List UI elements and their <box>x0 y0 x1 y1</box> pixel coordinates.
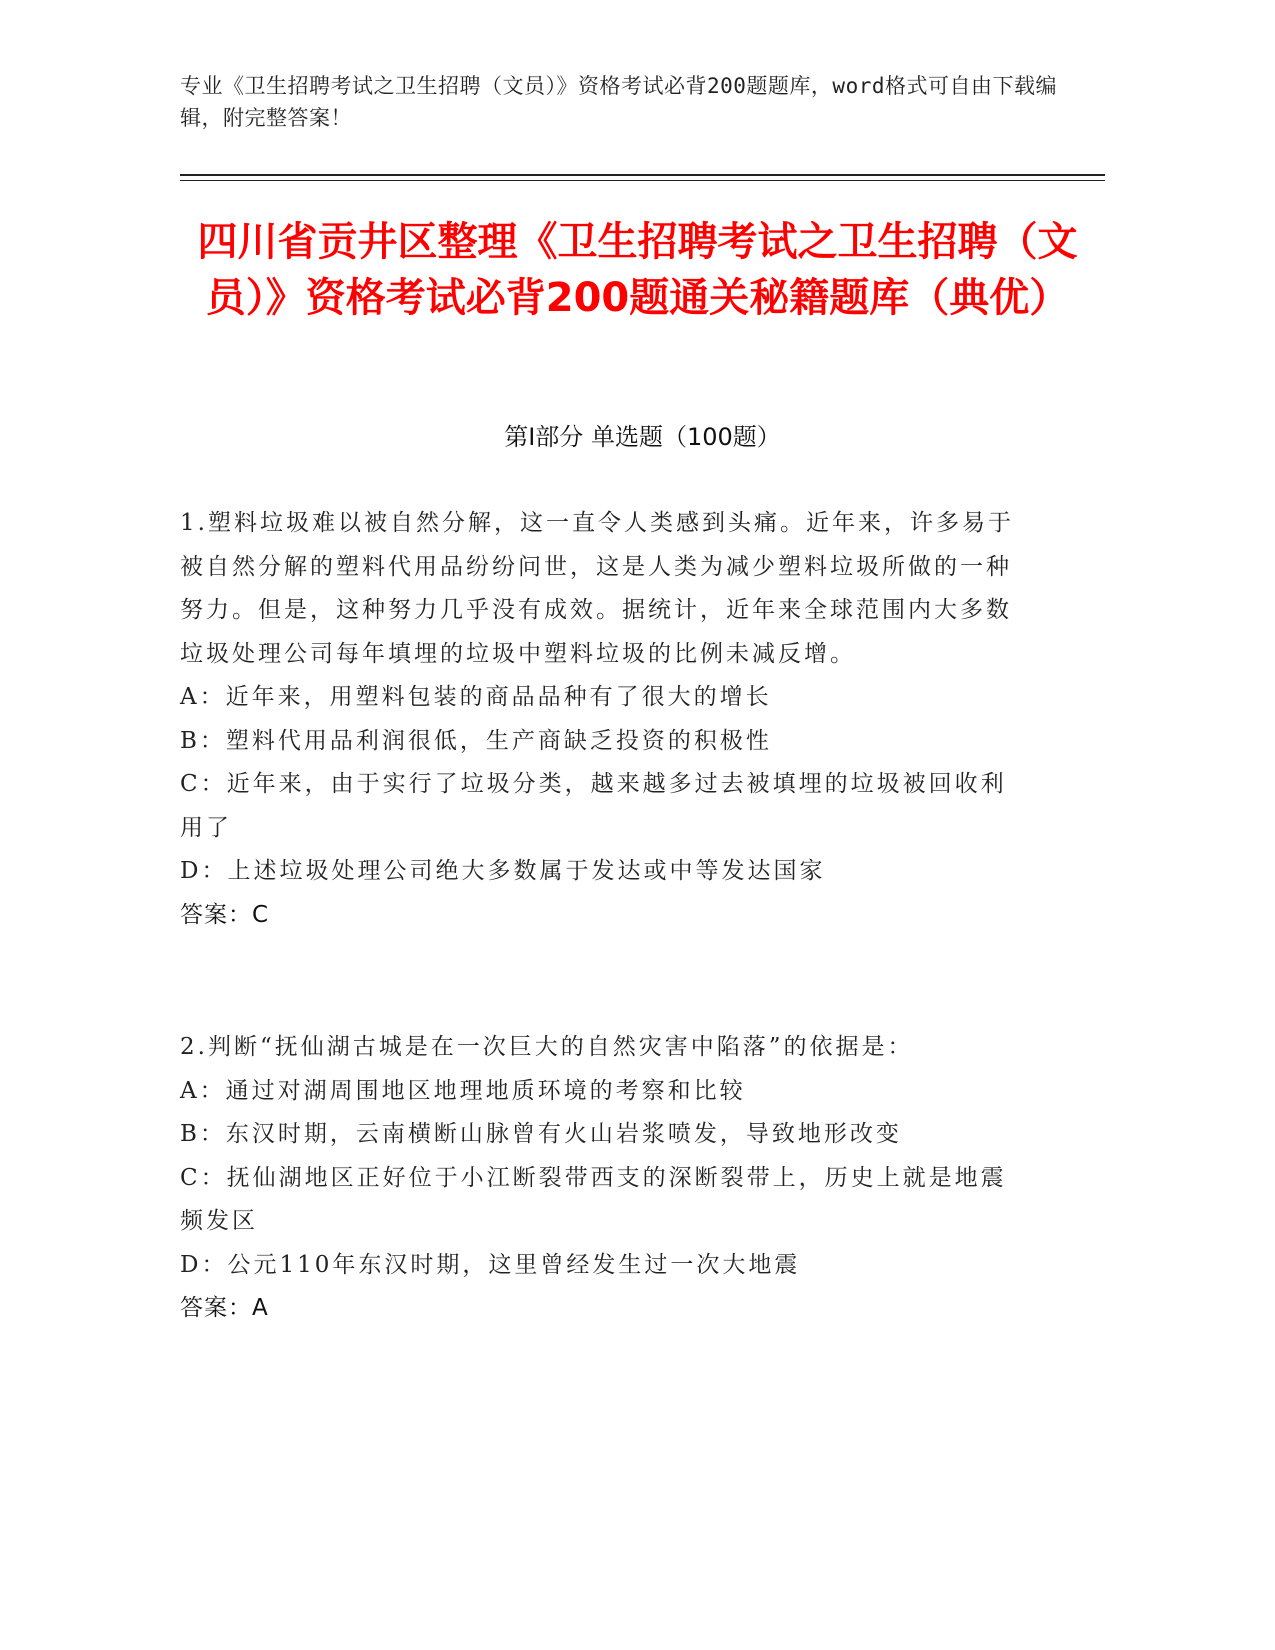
header-note: 专业《卫生招聘考试之卫生招聘（文员）》资格考试必背200题题库，word格式可自由下载编辑，附完整答案！ <box>180 74 1057 130</box>
document-title: 四川省贡井区整理《卫生招聘考试之卫生招聘（文员）》资格考试必背200题通关秘籍题库（典优） <box>197 219 1078 321</box>
option-a: A：近年来，用塑料包装的商品品种有了很大的增长 <box>180 684 772 710</box>
question-stem: 2.判断“抚仙湖古城是在一次巨大的自然灾害中陷落”的依据是： <box>180 1034 914 1060</box>
option-c: C：近年来，由于实行了垃圾分类，越来越多过去被填埋的垃圾被回收利用了 <box>180 771 1007 841</box>
question-stem: 1.塑料垃圾难以被自然分解，这一直令人类感到头痛。近年来，许多易于被自然分解的塑料代用品纷纷问世，这是人类为减少塑料垃圾所做的一种努力。但是，这种努力几乎没有成效。据统计，近年来全球范围内大多数垃圾处理公司每年填埋的垃圾中塑料垃圾的比例未减反增。 <box>180 510 1014 667</box>
option-a: A：通过对湖周围地区地理地质环境的考察和比较 <box>180 1077 746 1104</box>
question-2 <box>180 1026 1030 1331</box>
option-d: D：公元110年东汉时期，这里曾经发生过一次大地震 <box>180 1251 801 1278</box>
header-divider-thin <box>180 180 1105 181</box>
section-title: 第Ⅰ部分 单选题（100题） <box>504 423 781 451</box>
answer-text: 答案：C <box>180 901 270 928</box>
option-b: B：塑料代用品利润很低，生产商缺乏投资的积极性 <box>180 727 772 754</box>
header-divider-thick <box>180 174 1105 176</box>
answer-text: 答案：A <box>180 1295 269 1321</box>
option-d: D：上述垃圾处理公司绝大多数属于发达或中等发达国家 <box>180 858 826 884</box>
option-b: B：东汉时期，云南横断山脉曾有火山岩浆喷发，导致地形改变 <box>180 1121 902 1147</box>
option-c: C：抚仙湖地区正好位于小江断裂带西支的深断裂带上，历史上就是地震频发区 <box>180 1164 1007 1234</box>
question-1 <box>180 502 1030 937</box>
